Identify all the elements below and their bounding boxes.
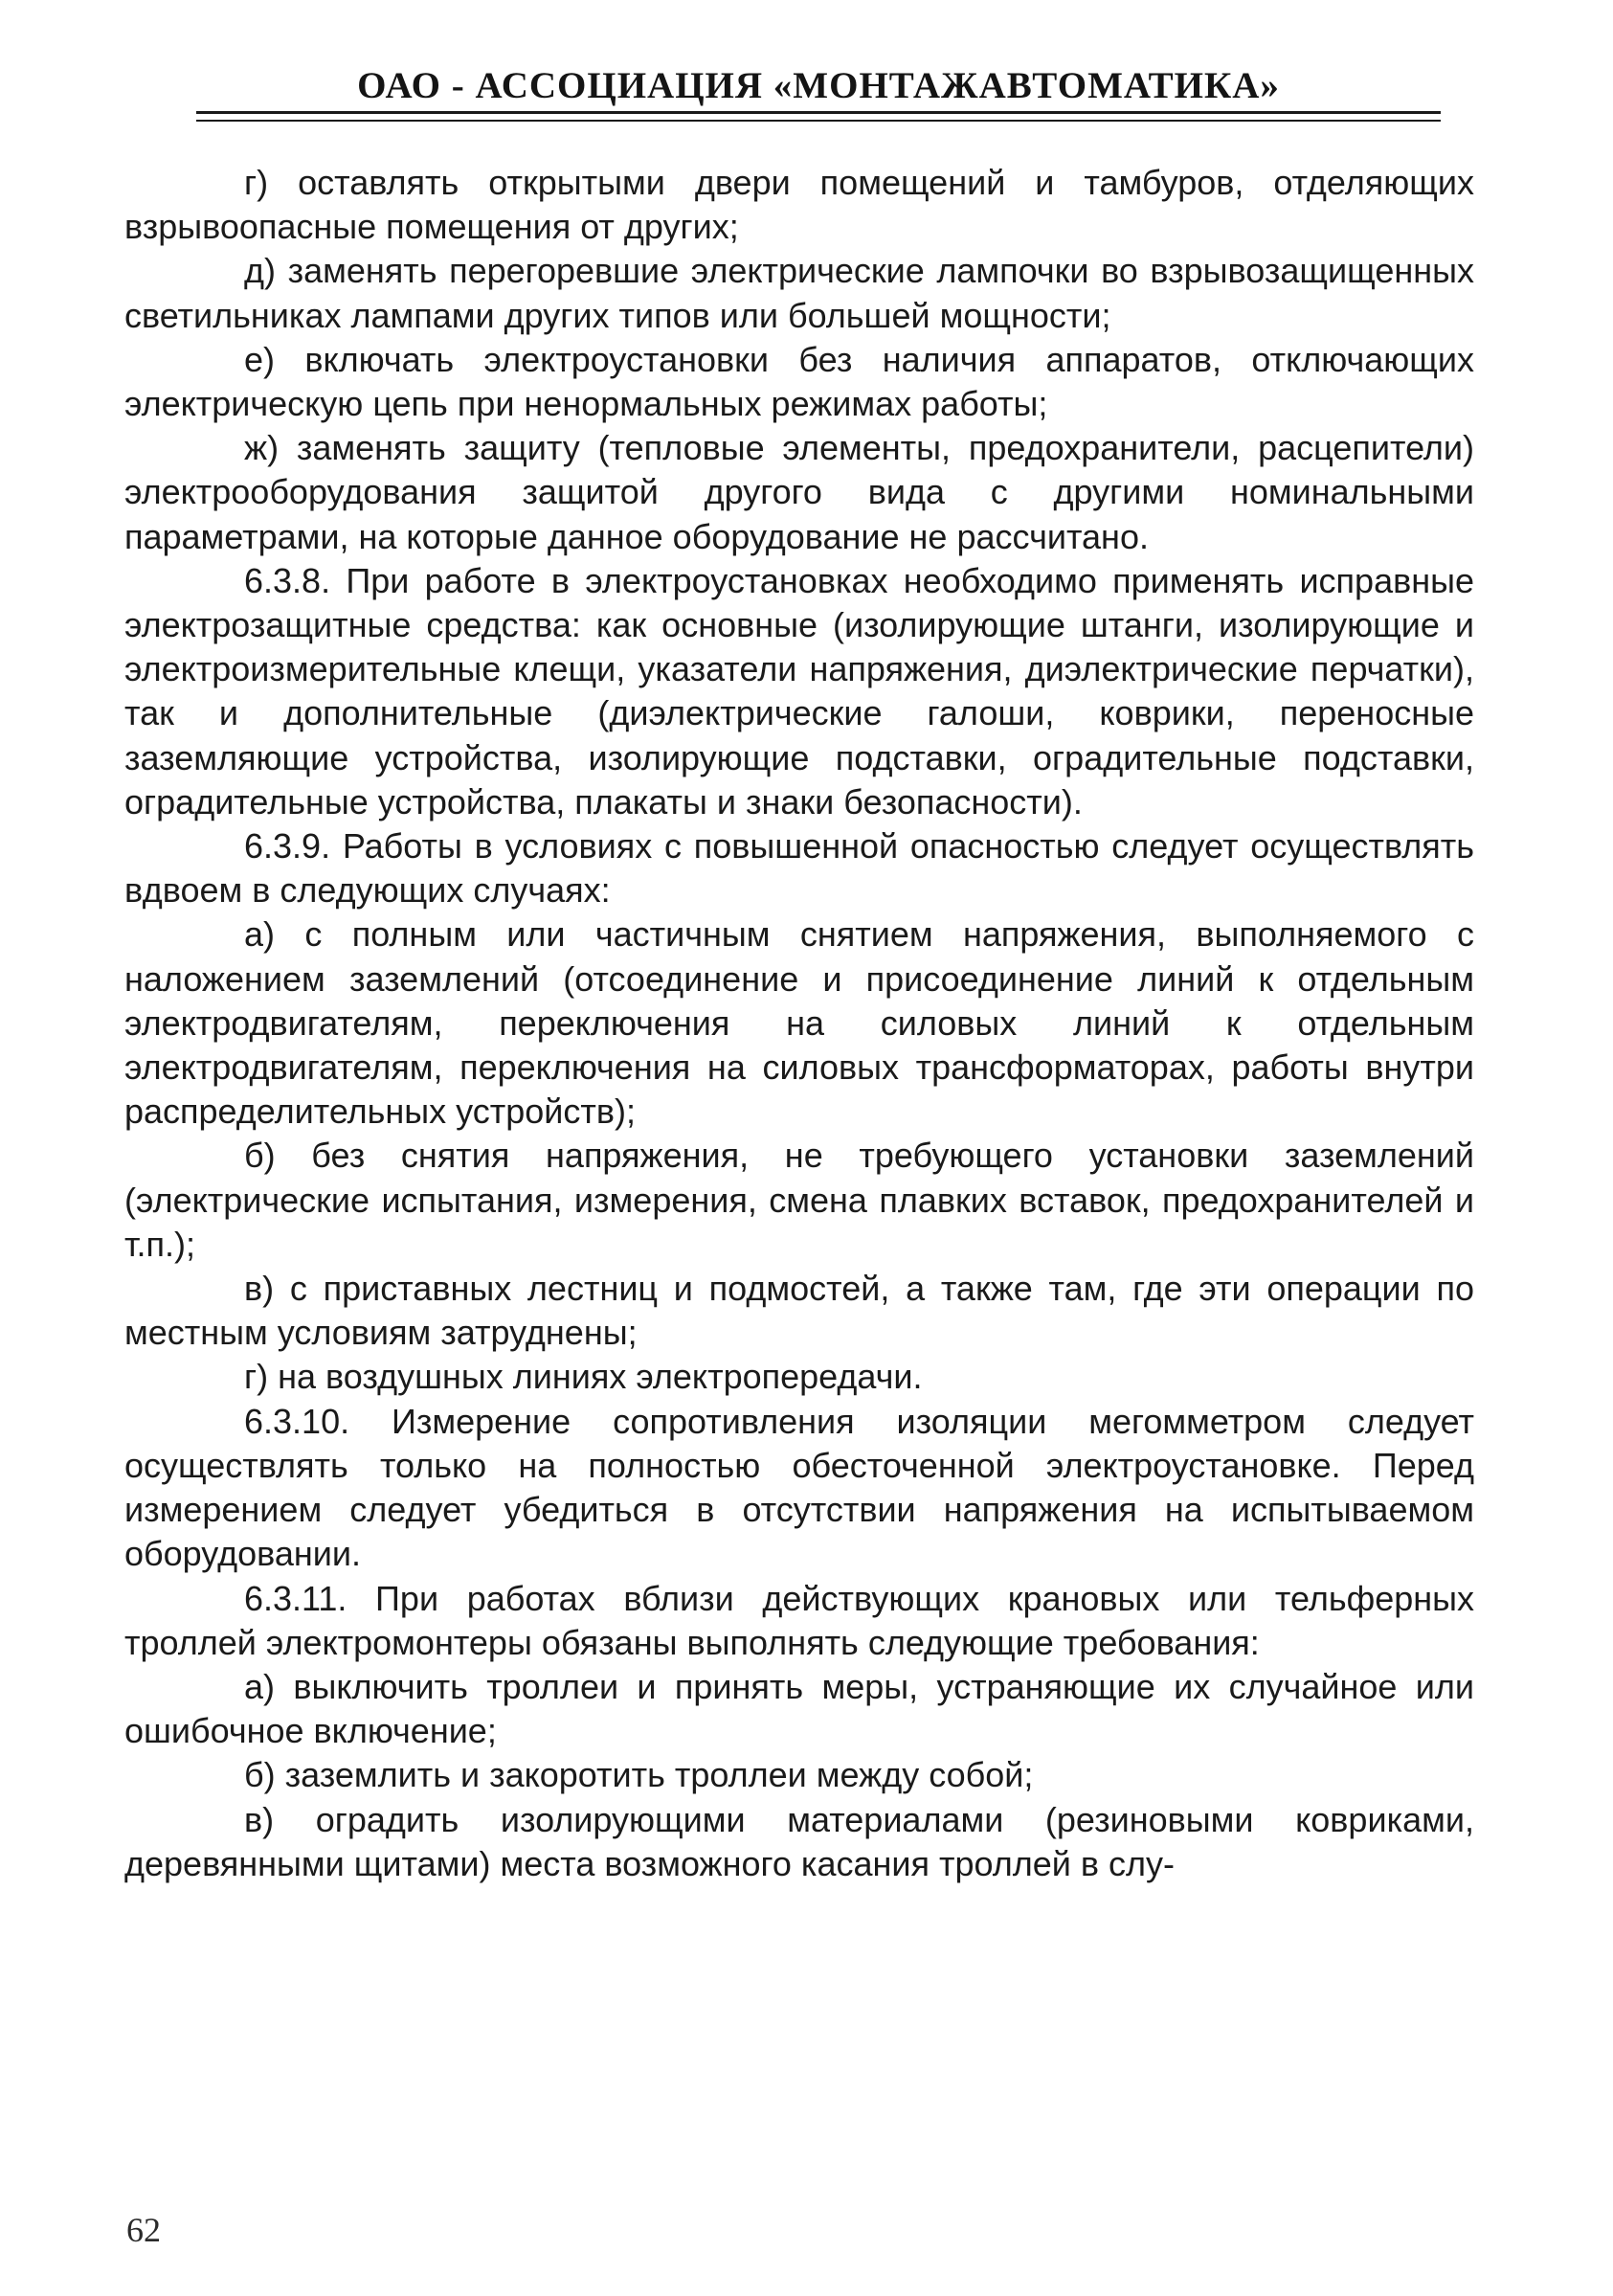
paragraph: а) с полным или частичным снятием напряжения, выполняемого с наложением заземлений (отсоединение и присоединение линий к отдельным электродвигателям, переключения на силовых линий к отдельным электродвигателям, переключения на силовых трансформаторах, работы внутри распределительных устройств);	[124, 914, 1474, 1132]
paragraph: 6.3.10. Измерение сопротивления изоляции мегомметром следует осуществлять только на полностью обесточенной электроустановке. Перед измерением следует убедиться в отсутствии напряжения на испытываемом оборудовании.	[124, 1401, 1474, 1574]
header-rule-bottom	[196, 120, 1441, 122]
paragraph: д) заменять перегоревшие электрические лампочки во взрывозащищенных светильниках лампами других типов или большей мощности;	[124, 251, 1474, 335]
page-header	[196, 63, 1441, 122]
header-rule-top	[196, 111, 1441, 114]
paragraph: г) оставлять открытыми двери помещений и тамбуров, отделяющих взрывоопасные помещения от других;	[124, 163, 1474, 247]
paragraph: в) оградить изолирующими материалами (резиновыми ковриками, деревянными щитами) места возможного касания троллей в слу-	[124, 1799, 1474, 1883]
body-text	[124, 161, 1474, 1886]
paragraph: б) заземлить и закоротить троллеи между собой;	[244, 1755, 1034, 1795]
paragraph: 6.3.8. При работе в электроустановках необходимо применять исправные электрозащитные средства: как основные (изолирующие штанги, изолирующие и электроизмерительные клещи, указатели напряжения, диэлектрические перчатки), так и дополнительные (диэлектрические галоши, коврики, переносные заземляющие устройства, изолирующие подставки, оградительные подставки, оградительные устройства, плакаты и знаки безопасности).	[124, 560, 1474, 822]
paragraph: в) с приставных лестниц и подмостей, а также там, где эти операции по местным условиям затруднены;	[124, 1269, 1474, 1353]
page-number: 62	[126, 2211, 161, 2249]
paragraph: 6.3.11. При работах вблизи действующих крановых или тельферных троллей электромонтеры обязаны выполнять следующие требования:	[124, 1578, 1474, 1662]
paragraph: ж) заменять защиту (тепловые элементы, предохранители, расцепители) электрооборудования защитой другого вида с другими номинальными параметрами, на которые данное оборудование не рассчитано.	[124, 428, 1474, 556]
paragraph: б) без снятия напряжения, не требующего установки заземлений (электрические испытания, измерения, смена плавких вставок, предохранителей и т.п.);	[124, 1136, 1474, 1264]
paragraph: 6.3.9. Работы в условиях с повышенной опасностью следует осуществлять вдвоем в следующих случаях:	[124, 826, 1474, 911]
paragraph: а) выключить троллеи и принять меры, устраняющие их случайное или ошибочное включение;	[124, 1666, 1474, 1751]
header-title: ОАО - АССОЦИАЦИЯ «МОНТАЖАВТОМАТИКА»	[357, 65, 1280, 106]
paragraph: е) включать электроустановки без наличия аппаратов, отключающих электрическую цепь при ненормальных режимах работы;	[124, 339, 1474, 424]
paragraph: г) на воздушных линиях электропередачи.	[244, 1357, 923, 1397]
